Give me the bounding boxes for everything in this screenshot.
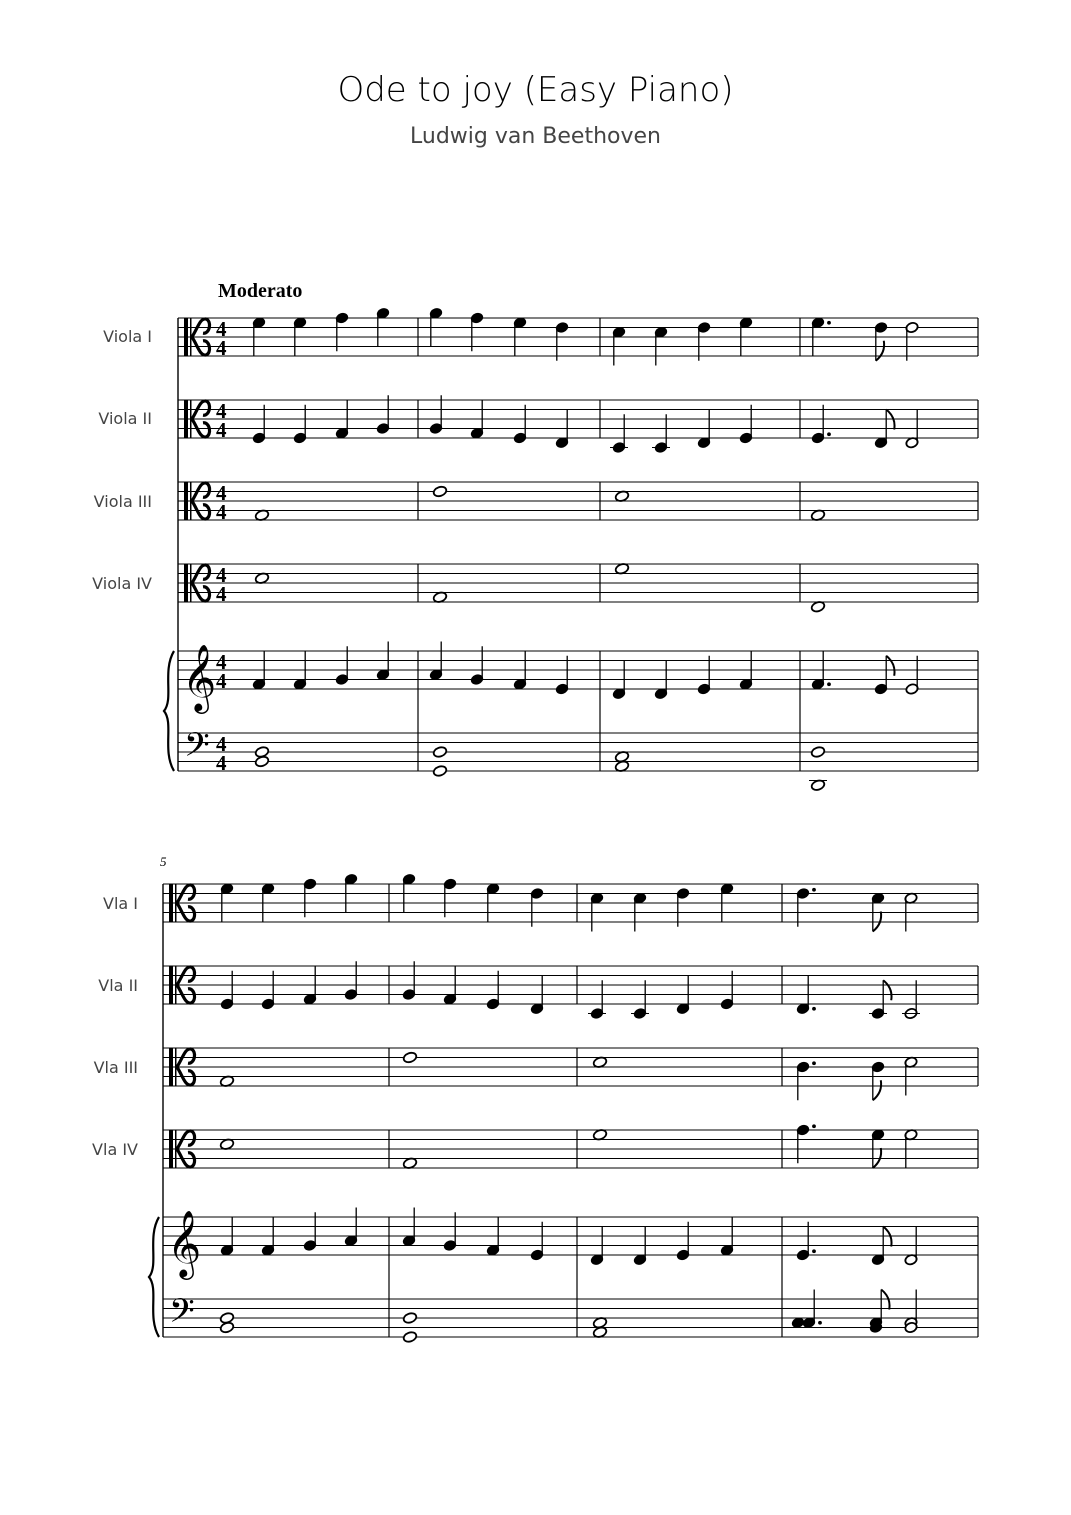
piano-brace (164, 651, 174, 771)
alto-clef (184, 482, 188, 520)
alto-clef (175, 1048, 177, 1086)
augmentation-dot (812, 1007, 816, 1011)
alto-clef (169, 1048, 173, 1086)
note-head (432, 746, 447, 759)
time-signature: 4 (216, 481, 227, 505)
augmentation-dot (827, 432, 831, 436)
instrument-label-viola-4: Viola IV (92, 574, 152, 593)
time-signature: 4 (216, 500, 227, 524)
alto-clef (190, 400, 192, 438)
augmentation-dot (812, 888, 816, 892)
bass-clef: 𝄢 (184, 726, 210, 773)
note-flag (876, 341, 884, 361)
alto-clef (190, 318, 192, 356)
instrument-label-viola-1: Viola I (103, 327, 152, 346)
treble-clef: 𝄞 (167, 1209, 202, 1277)
bass-clef: 𝄢 (169, 1292, 195, 1339)
score-title: Ode to joy (Easy Piano) (337, 70, 734, 110)
alto-clef (169, 966, 173, 1004)
time-signature: 4 (216, 582, 227, 606)
alto-clef (184, 564, 188, 602)
instrument-label-vla-2: Vla II (98, 976, 138, 995)
time-signature: 4 (216, 732, 227, 756)
note-head (810, 746, 825, 759)
time-signature: 4 (216, 669, 227, 693)
augmentation-dot (827, 321, 831, 325)
time-signature: 4 (216, 751, 227, 775)
time-signature: 4 (216, 563, 227, 587)
alto-clef (190, 564, 192, 602)
instrument-label-vla-1: Vla I (103, 894, 138, 913)
augmentation-dot (812, 1249, 816, 1253)
measure-number: 5 (160, 854, 167, 869)
instrument-label-vla-4: Vla IV (92, 1140, 138, 1159)
alto-clef (169, 1130, 173, 1168)
instrument-label-viola-3: Viola III (93, 492, 152, 511)
alto-clef (184, 318, 188, 356)
note-flag (883, 980, 891, 1000)
note-head (402, 1312, 417, 1325)
composer-name: Ludwig van Beethoven (410, 124, 661, 149)
time-signature: 4 (216, 317, 227, 341)
piano-brace (149, 1217, 159, 1337)
instrument-label-vla-3: Vla III (93, 1058, 138, 1077)
note-head (432, 485, 447, 498)
time-signature: 4 (216, 418, 227, 442)
alto-clef (175, 884, 177, 922)
alto-clef (175, 966, 177, 1004)
augmentation-dot (812, 1061, 816, 1065)
note-flag (873, 1080, 881, 1100)
treble-clef: 𝄞 (182, 643, 217, 711)
time-signature: 4 (216, 399, 227, 423)
note-head (254, 755, 269, 768)
alto-clef (169, 884, 173, 922)
augmentation-dot (818, 1321, 822, 1325)
tempo-marking: Moderato (218, 280, 303, 302)
time-signature: 4 (216, 336, 227, 360)
alto-clef (184, 400, 188, 438)
note-head (402, 1051, 417, 1064)
alto-clef (190, 482, 192, 520)
note-flag (886, 656, 894, 676)
augmentation-dot (812, 1124, 816, 1128)
note-head (219, 1321, 234, 1334)
augmentation-dot (827, 682, 831, 686)
instrument-label-viola-2: Viola II (98, 409, 152, 428)
note-head (432, 765, 447, 778)
time-signature: 4 (216, 650, 227, 674)
alto-clef (175, 1130, 177, 1168)
note-head (402, 1331, 417, 1344)
